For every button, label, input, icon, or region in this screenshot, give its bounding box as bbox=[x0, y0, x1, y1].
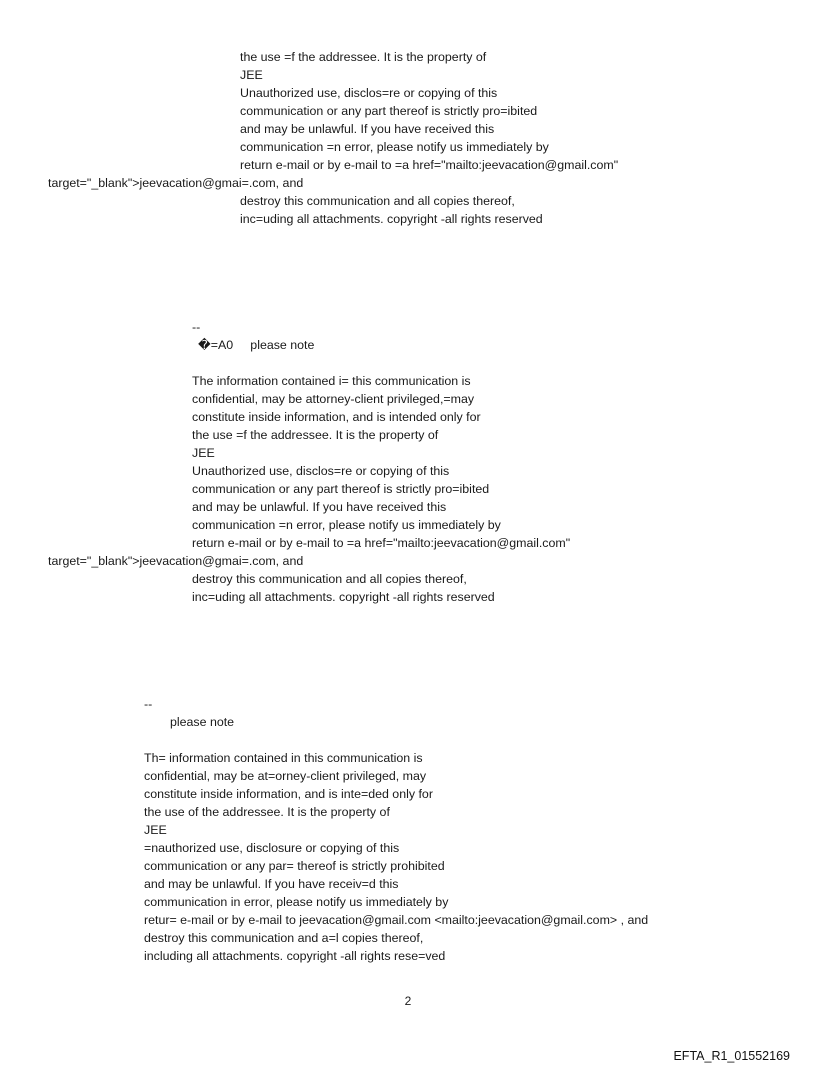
text-line: Unauthorized use, disclos=re or copying of this bbox=[192, 464, 450, 478]
text-line: JEE bbox=[144, 823, 167, 837]
text-line: communication in error, please notify us immediately by bbox=[144, 895, 449, 909]
text-line: =nauthorized use, disclosure or copying of this bbox=[144, 841, 400, 855]
text-line: JEE bbox=[240, 68, 263, 82]
text-line: and may be unlawful. If you have received this bbox=[192, 500, 447, 514]
text-line: communication or any par= thereof is strictly prohibited bbox=[144, 859, 445, 873]
separator: -- bbox=[144, 697, 153, 711]
text-line: The information contained i= this communication is bbox=[192, 374, 471, 388]
text-line: destroy this communication and all copies thereof, bbox=[240, 194, 515, 208]
document-id: EFTA_R1_01552169 bbox=[673, 1049, 790, 1063]
text-line: inc=uding all attachments. copyright -all rights reserved bbox=[192, 590, 495, 604]
text-line: the use =f the addressee. It is the property of bbox=[240, 50, 487, 64]
text-line: retur= e-mail or by e-mail to jeevacation@gmail.com <mailto:jeevacation@gmail.com> , and bbox=[144, 913, 649, 927]
text-line: return e-mail or by e-mail to =a href="mailto:jeevacation@gmail.com" bbox=[240, 158, 619, 172]
text-line: target="_blank">jeevacation@gmai=.com, and bbox=[48, 176, 304, 190]
page-number: 2 bbox=[404, 994, 412, 1008]
note-heading: �=A0 please note bbox=[198, 338, 315, 352]
text-line: destroy this communication and all copies thereof, bbox=[192, 572, 467, 586]
text-line: the use of the addressee. It is the property of bbox=[144, 805, 390, 819]
separator: -- bbox=[192, 320, 201, 334]
text-line: communication or any part thereof is strictly pro=ibited bbox=[240, 104, 538, 118]
text-line: communication =n error, please notify us immediately by bbox=[192, 518, 501, 532]
text-line: return e-mail or by e-mail to =a href="mailto:jeevacation@gmail.com" bbox=[192, 536, 571, 550]
text-line: inc=uding all attachments. copyright -all rights reserved bbox=[240, 212, 543, 226]
text-line: Th= information contained in this communication is bbox=[144, 751, 423, 765]
text-line: Unauthorized use, disclos=re or copying of this bbox=[240, 86, 498, 100]
text-line: target="_blank">jeevacation@gmai=.com, and bbox=[48, 554, 304, 568]
text-line: confidential, may be at=orney-client privileged, may bbox=[144, 769, 427, 783]
text-line: destroy this communication and a=l copies thereof, bbox=[144, 931, 424, 945]
text-line: the use =f the addressee. It is the property of bbox=[192, 428, 439, 442]
text-line: constitute inside information, and is inte=ded only for bbox=[144, 787, 433, 801]
text-line: and may be unlawful. If you have received this bbox=[240, 122, 495, 136]
text-line: JEE bbox=[192, 446, 215, 460]
text-line: communication =n error, please notify us immediately by bbox=[240, 140, 549, 154]
note-heading: please note bbox=[170, 715, 235, 729]
text-line: constitute inside information, and is intended only for bbox=[192, 410, 481, 424]
text-line: including all attachments. copyright -all rights rese=ved bbox=[144, 949, 446, 963]
text-line: and may be unlawful. If you have receiv=d this bbox=[144, 877, 399, 891]
text-line: communication or any part thereof is strictly pro=ibited bbox=[192, 482, 490, 496]
text-line: confidential, may be attorney-client privileged,=may bbox=[192, 392, 475, 406]
